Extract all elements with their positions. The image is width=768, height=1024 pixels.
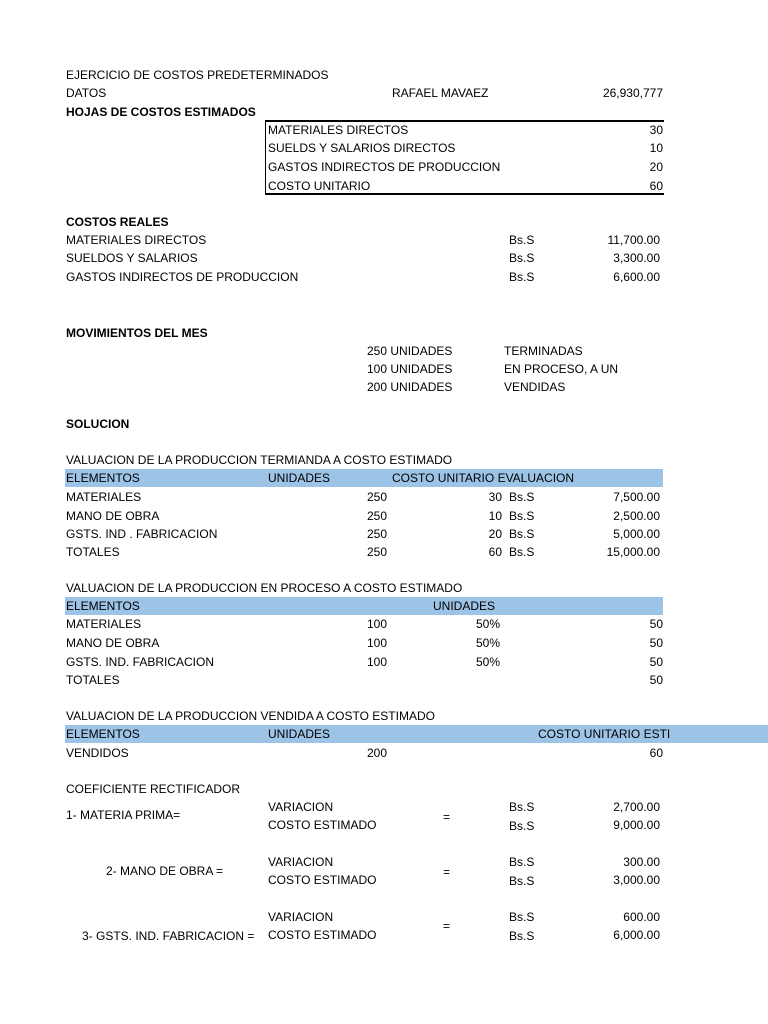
variacion-value: 2,700.00 bbox=[613, 800, 660, 814]
variacion-value: 600.00 bbox=[623, 910, 660, 924]
hojas-row-value: 60 bbox=[649, 179, 663, 193]
terminada-row-value: 2,500.00 bbox=[613, 509, 660, 523]
costos-reales-value: 11,700.00 bbox=[607, 233, 660, 247]
movimiento-status: TERMINADAS bbox=[504, 344, 583, 358]
hojas-row-label: MATERIALES DIRECTOS bbox=[268, 123, 409, 137]
hojas-row-value: 10 bbox=[649, 141, 663, 155]
movimiento-status: VENDIDAS bbox=[504, 380, 566, 394]
column-header: UNIDADES bbox=[433, 599, 496, 613]
column-header: ELEMENTOS bbox=[66, 727, 140, 741]
proceso-row-pct: 50% bbox=[476, 617, 501, 631]
costo-estimado-label: COSTO ESTIMADO bbox=[268, 818, 377, 832]
hojas-box-bottom-border bbox=[265, 193, 664, 195]
column-header: ELEMENTOS bbox=[66, 599, 140, 613]
proceso-row-label: MATERIALES bbox=[66, 617, 142, 631]
proceso-row-label: MANO DE OBRA bbox=[66, 636, 160, 650]
coeficiente-title: COEFICIENTE RECTIFICADOR bbox=[66, 782, 241, 796]
terminada-row-units: 250 bbox=[367, 509, 388, 523]
hojas-row-label: GASTOS INDIRECTOS DE PRODUCCION bbox=[268, 160, 501, 174]
column-header: COSTO UNITARIO ESTI bbox=[538, 727, 671, 741]
terminada-total-value: 15,000.00 bbox=[606, 545, 660, 559]
costos-reales-label: MATERIALES DIRECTOS bbox=[66, 233, 207, 247]
student-name: RAFAEL MAVAEZ bbox=[392, 86, 489, 100]
page-title: EJERCICIO DE COSTOS PREDETERMINADOS bbox=[66, 68, 329, 82]
equals-sign: = bbox=[443, 810, 451, 824]
movimiento-status: EN PROCESO, A UN bbox=[504, 362, 619, 376]
vendida-row-label: VENDIDOS bbox=[66, 746, 129, 760]
terminada-total-label: TOTALES bbox=[66, 545, 120, 559]
terminada-row-units: 250 bbox=[367, 545, 388, 559]
hojas-title: HOJAS DE COSTOS ESTIMADOS bbox=[66, 105, 256, 119]
coeficiente-item-label: 3- GSTS. IND. FABRICACION = bbox=[82, 929, 255, 943]
costos-reales-value: 6,600.00 bbox=[613, 270, 660, 284]
variacion-label: VARIACION bbox=[268, 855, 334, 869]
costo-estimado-label: COSTO ESTIMADO bbox=[268, 928, 377, 942]
vendida-title: VALUACION DE LA PRODUCCION VENDIDA A COSTO ESTIMADO bbox=[66, 709, 435, 723]
terminada-row-units: 250 bbox=[367, 490, 388, 504]
proceso-title: VALUACION DE LA PRODUCCION EN PROCESO A COSTO ESTIMADO bbox=[66, 581, 463, 595]
equals-sign: = bbox=[443, 865, 451, 879]
currency-label: Bs.S bbox=[509, 490, 535, 504]
hojas-box-left-border bbox=[265, 120, 266, 194]
currency-label: Bs.S bbox=[509, 509, 535, 523]
coeficiente-item-label: 2- MANO DE OBRA = bbox=[106, 864, 224, 878]
currency-label: Bs.S bbox=[509, 251, 535, 265]
proceso-header-band bbox=[65, 597, 663, 615]
terminada-row-unit-cost: 30 bbox=[488, 490, 502, 504]
terminada-title: VALUACION DE LA PRODUCCION TERMIANDA A COSTO ESTIMADO bbox=[66, 453, 453, 467]
currency-label: Bs.S bbox=[509, 270, 535, 284]
terminada-row-label: GSTS. IND . FABRICACION bbox=[66, 527, 218, 541]
costos-reales-value: 3,300.00 bbox=[613, 251, 660, 265]
terminada-row-unit-cost: 20 bbox=[488, 527, 502, 541]
hojas-row-label: SUELDS Y SALARIOS DIRECTOS bbox=[268, 141, 456, 155]
datos-label: DATOS bbox=[66, 86, 107, 100]
currency-label: Bs.S bbox=[509, 800, 535, 814]
vendida-row-value: 60 bbox=[649, 746, 663, 760]
vendida-row-units: 200 bbox=[367, 746, 388, 760]
movimiento-units: 250 UNIDADES bbox=[367, 344, 453, 358]
costos-reales-title: COSTOS REALES bbox=[66, 215, 169, 229]
movimiento-units: 200 UNIDADES bbox=[367, 380, 453, 394]
variacion-label: VARIACION bbox=[268, 910, 334, 924]
proceso-row-value: 50 bbox=[649, 617, 663, 631]
hojas-row-label: COSTO UNITARIO bbox=[268, 179, 371, 193]
movimientos-title: MOVIMIENTOS DEL MES bbox=[66, 326, 208, 340]
currency-label: Bs.S bbox=[509, 819, 535, 833]
variacion-label: VARIACION bbox=[268, 800, 334, 814]
proceso-total-value: 50 bbox=[649, 673, 663, 687]
currency-label: Bs.S bbox=[509, 855, 535, 869]
proceso-row-units: 100 bbox=[367, 636, 388, 650]
terminada-row-value: 5,000.00 bbox=[613, 527, 660, 541]
currency-label: Bs.S bbox=[509, 874, 535, 888]
proceso-row-units: 100 bbox=[367, 617, 388, 631]
proceso-row-pct: 50% bbox=[476, 655, 501, 669]
terminada-row-label: MATERIALES bbox=[66, 490, 142, 504]
column-header: UNIDADES bbox=[268, 727, 331, 741]
currency-label: Bs.S bbox=[509, 910, 535, 924]
terminada-row-units: 250 bbox=[367, 527, 388, 541]
hojas-row-value: 20 bbox=[649, 160, 663, 174]
solucion-title: SOLUCION bbox=[66, 417, 130, 431]
student-id: 26,930,777 bbox=[602, 86, 663, 100]
movimiento-units: 100 UNIDADES bbox=[367, 362, 453, 376]
terminada-row-label: MANO DE OBRA bbox=[66, 509, 160, 523]
equals-sign: = bbox=[443, 919, 451, 933]
column-header: COSTO UNITARIO EVALUACION bbox=[392, 471, 575, 485]
proceso-row-units: 100 bbox=[367, 655, 388, 669]
currency-label: Bs.S bbox=[509, 233, 535, 247]
column-header: ELEMENTOS bbox=[66, 471, 140, 485]
proceso-row-value: 50 bbox=[649, 636, 663, 650]
terminada-row-unit-cost: 60 bbox=[488, 545, 502, 559]
currency-label: Bs.S bbox=[509, 527, 535, 541]
coeficiente-item-label: 1- MATERIA PRIMA= bbox=[66, 808, 181, 822]
costos-reales-label: SUELDOS Y SALARIOS bbox=[66, 251, 198, 265]
costo-estimado-value: 6,000.00 bbox=[613, 928, 660, 942]
costo-estimado-label: COSTO ESTIMADO bbox=[268, 873, 377, 887]
proceso-total-label: TOTALES bbox=[66, 673, 120, 687]
terminada-row-unit-cost: 10 bbox=[488, 509, 502, 523]
proceso-row-label: GSTS. IND. FABRICACION bbox=[66, 655, 215, 669]
terminada-row-value: 7,500.00 bbox=[613, 490, 660, 504]
column-header: UNIDADES bbox=[268, 471, 331, 485]
costos-reales-label: GASTOS INDIRECTOS DE PRODUCCION bbox=[66, 270, 299, 284]
currency-label: Bs.S bbox=[509, 929, 535, 943]
costo-estimado-value: 9,000.00 bbox=[613, 818, 660, 832]
currency-label: Bs.S bbox=[509, 545, 535, 559]
hojas-box-top-border bbox=[265, 120, 664, 122]
proceso-row-pct: 50% bbox=[476, 636, 501, 650]
proceso-row-value: 50 bbox=[649, 655, 663, 669]
hojas-row-value: 30 bbox=[649, 123, 663, 137]
costo-estimado-value: 3,000.00 bbox=[613, 873, 660, 887]
variacion-value: 300.00 bbox=[623, 855, 660, 869]
